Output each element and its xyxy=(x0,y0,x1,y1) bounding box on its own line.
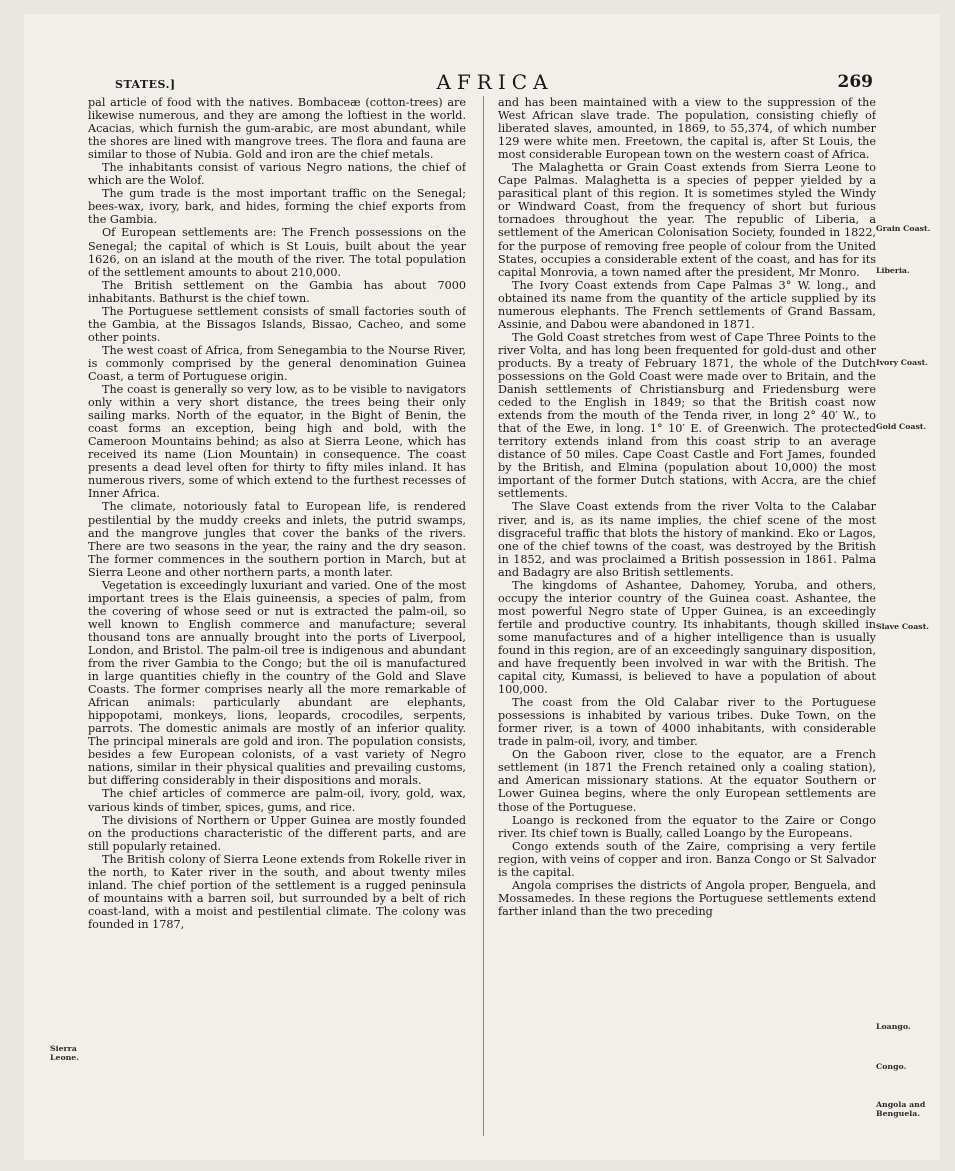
margin-note-angola: Angola and Benguela. xyxy=(876,1100,926,1118)
paragraph: The Portuguese settlement consists of small factories south of the Gambia, at the Bissagos Islands, Bissao, Cacheo, and some other points. xyxy=(88,304,466,344)
right-column xyxy=(498,96,876,1146)
margin-note-grain-coast: Grain Coast. xyxy=(876,224,931,233)
margin-note-congo: Congo. xyxy=(876,1062,907,1071)
paragraph: Congo extends south of the Zaire, comprising a very fertile region, with veins of copper and iron. Banza Congo or St Salvador is the capital. xyxy=(498,839,876,879)
paragraph: The kingdoms of Ashantee, Dahomey, Yoruba, and others, occupy the interior country of the Guinea coast. Ashantee, the most powerful Negro state of Upper Guinea, is an exceedingly fertile and productive country. Its inhabitants, though skilled in some manufactures and of a higher intelligence than is usually found in this region, are of an exceedingly sanguinary disposition, and have frequently been involved in war with the British. The capital city, Kumassi, is believed to have a population of about 100,000. xyxy=(498,578,876,697)
paragraph: pal article of food with the natives. Bombaceæ (cotton-trees) are likewise numerous, and they are among the loftiest in the world. Acacias, which furnish the gum-arabic, are most abundant, while the shores are lined with mangrove trees. The flora and fauna are similar to those of Nubia. Gold and iron are the chief metals. xyxy=(88,96,466,162)
paragraph: The Slave Coast extends from the river Volta to the Calabar river, and is, as its name implies, the chief scene of the most disgraceful traffic that blots the history of mankind. Eko or Lagos, one of the chief towns of the coast, was destroyed by the British in 1852, and was proclaimed a British possession in 1861. Palma and Badagry are also British settlements. xyxy=(498,500,876,579)
paragraph: Vegetation is exceedingly luxuriant and varied. One of the most important trees is the Elais guineensis, a species of palm, from the covering of whose seed or nut is extracted the palm-oil, so well known to English commerce and manufacture; several thousand tons are annually brought into the ports of Liverpool, London, and Bristol. The palm-oil tree is indigenous and abundant from the river Gambia to the Congo; but the oil is manufactured in large quantities chiefly in the country of the Gold and Slave Coasts. The former comprises nearly all the more remarkable of African animals: particularly abundant are elephants, hippopotami, monkeys, lions, leopards, crocodiles, serpents, parrots. The domestic animals are mostly of an inferior quality. The principal minerals are gold and iron. The population consists, besides a few European colonists, of a vast variety of Negro nations, similar in their physical qualities and prevailing customs, but differing considerably in their dispositions and morals. xyxy=(88,578,466,788)
margin-note-gold-coast: Gold Coast. xyxy=(876,422,927,431)
page-title: AFRICA xyxy=(436,70,554,94)
margin-note-sierra-leone: Sierra Leone. xyxy=(50,1044,79,1062)
page-header xyxy=(115,70,875,94)
paragraph: The Malaghetta or Grain Coast extends from Sierra Leone to Cape Palmas. Malaghetta is a species of pepper yielded by a parasitical plant of this region. It is sometimes styled the Windy or Windward Coast, from the frequency of short but furious tornadoes throughout the year. The republic of Liberia, a settlement of the American Colonisation Society, founded in 1822, for the purpose of removing free people of colour from the United States, occupies a considerable extent of the coast, and has for its capital Monrovia, a town named after the president, Mr Monro. xyxy=(498,161,876,279)
running-head: STATES.] xyxy=(115,78,176,91)
paragraph: The chief articles of commerce are palm-oil, ivory, gold, wax, various kinds of timber, spices, gums, and rice. xyxy=(88,787,466,814)
paragraph: The British settlement on the Gambia has about 7000 inhabitants. Bathurst is the chief town. xyxy=(88,278,466,305)
paragraph: On the Gaboon river, close to the equator, are a French settlement (in 1871 the French retained only a coaling station), and American missionary stations. At the equator Southern or Lower Guinea begins, where the only European settlements are those of the Portuguese. xyxy=(498,748,876,814)
paragraph: The British colony of Sierra Leone extends from Rokelle river in the north, to Kater river in the south, and about twenty miles inland. The chief portion of the settlement is a rugged peninsula of mountains with a barren soil, but surrounded by a belt of rich coast-land, with a moist and pestilential climate. The colony was founded in 1787, xyxy=(88,852,466,931)
paragraph: Angola comprises the districts of Angola proper, Benguela, and Mossamedes. In these regions the Portuguese settlements extend farther inland than the two preceding xyxy=(498,878,876,918)
paragraph: The coast from the Old Calabar river to the Portuguese possessions is inhabited by various tribes. Duke Town, on the former river, is a town of 4000 inhabitants, with considerable trade in palm-oil, ivory, and timber. xyxy=(498,696,876,749)
paragraph: The Ivory Coast extends from Cape Palmas 3° W. long., and obtained its name from the quantity of the article supplied by its numerous elephants. The French settlements of Grand Bassam, Assinie, and Dabou were abandoned in 1871. xyxy=(498,278,876,331)
paragraph: and has been maintained with a view to the suppression of the West African slave trade. The population, consisting chiefly of liberated slaves, amounted, in 1869, to 55,374, of which number 129 were white men. Freetown, the capital is, after St Louis, the most considerable European town on the western coast of Africa. xyxy=(498,96,876,162)
margin-note-loango: Loango. xyxy=(876,1022,911,1031)
paragraph: The inhabitants consist of various Negro nations, the chief of which are the Wolof. xyxy=(88,161,466,188)
left-column xyxy=(88,96,466,1146)
paragraph: The divisions of Northern or Upper Guinea are mostly founded on the productions characteristic of the different parts, and are still popularly retained. xyxy=(88,813,466,853)
paragraph: The west coast of Africa, from Senegambia to the Nourse River, is commonly comprised by the general denomination Guinea Coast, a term of Portuguese origin. xyxy=(88,343,466,383)
paragraph: The gum trade is the most important traffic on the Senegal; bees-wax, ivory, bark, and hides, forming the chief exports from the Gambia. xyxy=(88,187,466,227)
paragraph: The Gold Coast stretches from west of Cape Three Points to the river Volta, and has long been frequented for gold-dust and other products. By a treaty of February 1871, the whole of the Dutch possessions on the Gold Coast were made over to Britain, and the Danish settlements of Christiansburg and Friedensburg were ceded to the English in 1849; so that the British coast now extends from the mouth of the Tenda river, in long 2° 40′ W., to that of the Ewe, in long. 1° 10′ E. of Greenwich. The protected territory extends inland from this coast strip to an average distance of 50 miles. Cape Coast Castle and Fort James, founded by the British, and Elmina (population about 10,000) the most important of the former Dutch stations, with Accra, are the chief settlements. xyxy=(498,330,876,501)
margin-note-slave-coast: Slave Coast. xyxy=(876,622,930,631)
column-divider xyxy=(483,96,484,1136)
margin-note-liberia: Liberia. xyxy=(876,266,910,275)
page-number: 269 xyxy=(837,72,873,92)
paragraph: The climate, notoriously fatal to European life, is rendered pestilential by the muddy creeks and inlets, the putrid swamps, and the mangrove jungles that cover the banks of the rivers. There are two seasons in the year, the rainy and the dry season. The former commences in the southern portion in March, but at Sierra Leone and other northern parts, a month later. xyxy=(88,500,466,579)
paragraph: Of European settlements are: The French possessions on the Senegal; the capital of which is St Louis, built about the year 1626, on an island at the mouth of the river. The total population of the settlement amounts to about 210,000. xyxy=(88,226,466,279)
paragraph: The coast is generally so very low, as to be visible to navigators only within a very short distance, the trees being their only sailing marks. North of the equator, in the Bight of Benin, the coast forms an exception, being high and bold, with the Cameroon Mountains behind; as also at Sierra Leone, which has received its name (Lion Mountain) in consequence. The coast presents a dead level often for thirty to fifty miles inland. It has numerous rivers, some of which extend to the furthest recesses of Inner Africa. xyxy=(88,383,466,501)
paragraph: Loango is reckoned from the equator to the Zaire or Congo river. Its chief town is Bually, called Loango by the Europeans. xyxy=(498,813,876,840)
margin-note-ivory-coast: Ivory Coast. xyxy=(876,358,928,367)
